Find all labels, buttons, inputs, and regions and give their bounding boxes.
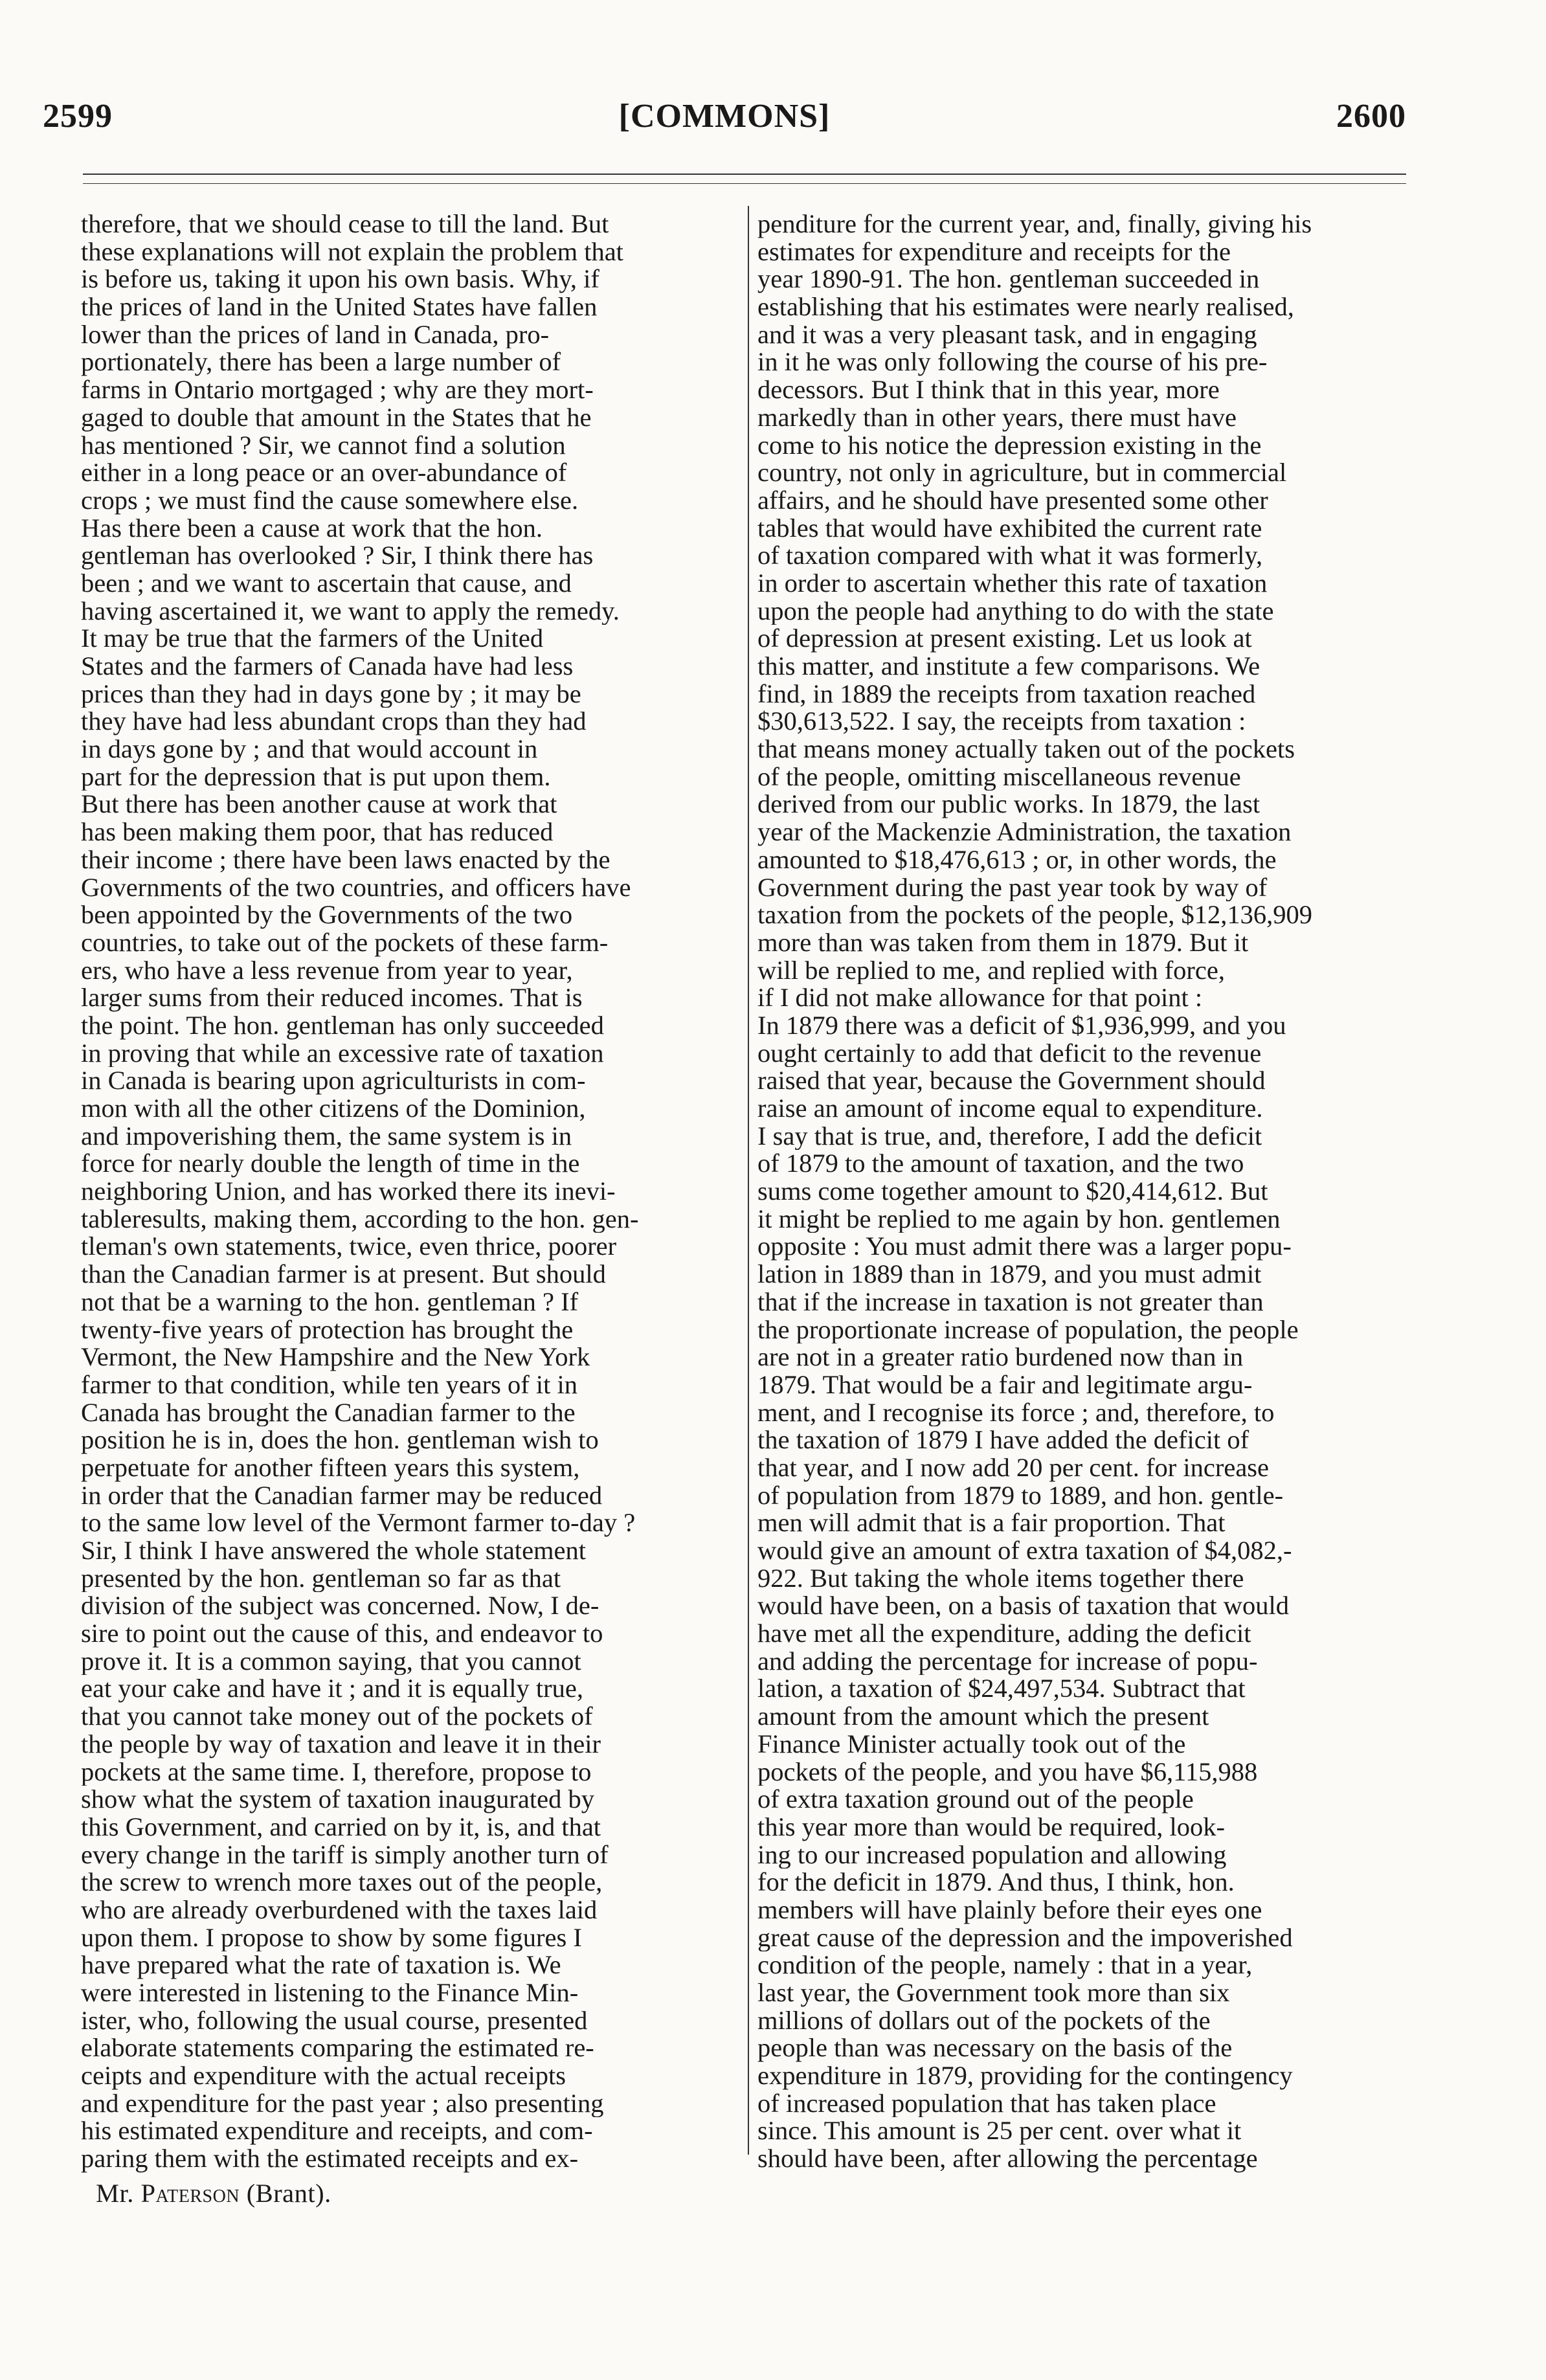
running-header: [43, 97, 1406, 142]
text-line: year of the Mackenzie Administration, the taxation: [757, 818, 1292, 846]
text-line: taxation from the pockets of the people, $12,136,909: [757, 901, 1313, 929]
column-divider: [748, 206, 749, 2155]
text-line: of extra taxation ground out of the people: [757, 1786, 1194, 1813]
left-column: [81, 210, 735, 2173]
text-line: find, in 1889 the receipts from taxation reached: [757, 680, 1256, 708]
text-line: farmer to that condition, while ten years of it in: [81, 1371, 578, 1399]
text-line: country, not only in agriculture, but in commercial: [757, 459, 1287, 487]
text-line: $30,613,522. I say, the receipts from taxation :: [757, 708, 1246, 736]
text-line: and expenditure for the past year ; also presenting: [81, 2089, 604, 2118]
text-line: division of the subject was concerned. Now, I de-: [81, 1592, 599, 1621]
text-line: estimates for expenditure and receipts for the: [757, 238, 1231, 266]
text-line: I say that is true, and, therefore, I add the deficit: [757, 1122, 1262, 1151]
text-line: affairs, and he should have presented some other: [757, 486, 1268, 515]
text-line: gaged to double that amount in the States that he: [81, 403, 592, 432]
text-line: this Government, and carried on by it, is, and that: [81, 1813, 601, 1841]
text-line: raise an amount of income equal to expenditure.: [757, 1095, 1263, 1123]
text-line: markedly than in other years, there must have: [757, 403, 1237, 432]
text-line: condition of the people, namely : that in a year,: [757, 1951, 1253, 1979]
text-line: ceipts and expenditure with the actual receipts: [81, 2062, 566, 2090]
text-line: elaborate statements comparing the estimated re-: [81, 2034, 594, 2063]
text-line: that if the increase in taxation is not greater than: [757, 1288, 1264, 1316]
text-line: people than was necessary on the basis of the: [757, 2034, 1233, 2063]
text-line: Governments of the two countries, and officers have: [81, 873, 631, 902]
text-line: been appointed by the Governments of the two: [81, 901, 573, 929]
text-line: that year, and I now add 20 per cent. for increase: [757, 1454, 1270, 1482]
text-line: is before us, taking it upon his own basis. Why, if: [81, 265, 599, 294]
text-line: tables that would have exhibited the current rate: [757, 514, 1262, 543]
text-line: 922. But taking the whole items together there: [757, 1564, 1244, 1593]
text-line: gentleman has overlooked ? Sir, I think there has: [81, 542, 594, 570]
text-line: ers, who have a less revenue from year to year,: [81, 956, 573, 985]
text-line: they have had less abundant crops than they had: [81, 708, 587, 736]
text-line: of depression at present existing. Let us look at: [757, 625, 1252, 653]
text-line: amounted to $18,476,613 ; or, in other words, the: [757, 846, 1277, 874]
text-line: and it was a very pleasant task, and in engaging: [757, 320, 1257, 349]
text-line: pockets of the people, and you have $6,115,988: [757, 1758, 1258, 1786]
text-line: would give an amount of extra taxation of $4,082,-: [757, 1537, 1292, 1565]
text-line: tableresults, making them, according to the hon. gen-: [81, 1205, 639, 1233]
text-line: It may be true that the farmers of the United: [81, 625, 544, 653]
text-line: if I did not make allowance for that point :: [757, 984, 1203, 1012]
right-column: [757, 210, 1411, 2173]
text-line: paring them with the estimated receipts and ex-: [81, 2145, 579, 2173]
text-line: position he is in, does the hon. gentleman wish to: [81, 1426, 599, 1454]
text-line: lation in 1889 than in 1879, and you must admit: [757, 1261, 1262, 1288]
text-line: the proportionate increase of population, the people: [757, 1316, 1299, 1344]
text-line: twenty-five years of protection has brought the: [81, 1316, 574, 1344]
text-line: decessors. But I think that in this year, more: [757, 376, 1220, 404]
text-line: derived from our public works. In 1879, the last: [757, 791, 1260, 819]
text-line: countries, to take out of the pockets of these farm-: [81, 928, 609, 957]
text-line: establishing that his estimates were nearly realised,: [757, 293, 1294, 321]
text-line: But there has been another cause at work that: [81, 791, 557, 819]
text-line: In 1879 there was a deficit of $1,936,999, and you: [757, 1011, 1286, 1040]
text-line: larger sums from their reduced incomes. That is: [81, 984, 583, 1012]
text-line: having ascertained it, we want to apply the remedy.: [81, 597, 620, 625]
text-line: lower than the prices of land in Canada, pro-: [81, 320, 550, 349]
text-line: of taxation compared with what it was formerly,: [757, 542, 1263, 570]
text-line: millions of dollars out of the pockets of the: [757, 2006, 1211, 2035]
text-line: in Canada is bearing upon agriculturists in com-: [81, 1067, 586, 1095]
speaker-prefix: Mr.: [96, 2179, 134, 2208]
text-line: been ; and we want to ascertain that cause, and: [81, 569, 572, 598]
text-line: therefore, that we should cease to till the land. But: [81, 210, 609, 238]
text-line: show what the system of taxation inaugurated by: [81, 1786, 594, 1813]
text-line: the screw to wrench more taxes out of the people,: [81, 1869, 603, 1896]
header-rule: [83, 174, 1406, 175]
text-line: farms in Ontario mortgaged ; why are they mort-: [81, 376, 594, 404]
text-line: pockets at the same time. I, therefore, propose to: [81, 1758, 592, 1786]
text-line: their income ; there have been laws enacted by the: [81, 846, 611, 874]
text-line: States and the farmers of Canada have had less: [81, 653, 574, 680]
text-line: ing to our increased population and allowing: [757, 1841, 1227, 1869]
text-line: prove it. It is a common saying, that you cannot: [81, 1647, 581, 1676]
text-line: Sir, I think I have answered the whole statement: [81, 1537, 587, 1565]
text-line: force for nearly double the length of time in the: [81, 1150, 580, 1178]
page-number-left: 2599: [43, 98, 113, 135]
text-line: of the people, omitting miscellaneous revenue: [757, 763, 1241, 791]
text-line: more than was taken from them in 1879. But it: [757, 928, 1249, 957]
text-line: in order that the Canadian farmer may be reduced: [81, 1481, 603, 1510]
text-line: amount from the amount which the present: [757, 1703, 1209, 1731]
text-line: tleman's own statements, twice, even thrice, poorer: [81, 1233, 617, 1261]
text-line: eat your cake and have it ; and it is equally true,: [81, 1675, 583, 1703]
text-line: the taxation of 1879 I have added the deficit of: [757, 1426, 1249, 1454]
text-line: portionately, there has been a large number of: [81, 348, 561, 377]
text-line: last year, the Government took more than six: [757, 1979, 1230, 2007]
text-line: either in a long peace or an over-abundance of: [81, 459, 567, 487]
text-line: come to his notice the depression existing in the: [757, 431, 1262, 460]
text-line: of increased population that has taken place: [757, 2089, 1216, 2118]
speaker-suffix: (Brant).: [246, 2179, 331, 2208]
speaker-footer: [96, 2179, 331, 2208]
text-line: of 1879 to the amount of taxation, and the two: [757, 1150, 1244, 1178]
text-line: it might be replied to me again by hon. gentlemen: [757, 1205, 1281, 1233]
text-line: his estimated expenditure and receipts, and com-: [81, 2117, 593, 2146]
text-line: were interested in listening to the Finance Min-: [81, 1979, 579, 2007]
text-line: are not in a greater ratio burdened now than in: [757, 1343, 1244, 1371]
text-line: for the deficit in 1879. And thus, I think, hon.: [757, 1869, 1235, 1896]
text-line: and adding the percentage for increase of popu-: [757, 1647, 1258, 1676]
text-line: in order to ascertain whether this rate of taxation: [757, 569, 1268, 598]
header-rule-thin: [83, 183, 1406, 184]
text-line: has been making them poor, that has reduced: [81, 818, 554, 846]
text-line: these explanations will not explain the problem that: [81, 238, 623, 266]
text-line: great cause of the depression and the impoverished: [757, 1924, 1293, 1952]
text-line: lation, a taxation of $24,497,534. Subtract that: [757, 1675, 1246, 1703]
text-line: every change in the tariff is simply another turn of: [81, 1841, 609, 1869]
text-line: this year more than would be required, look-: [757, 1813, 1226, 1841]
text-line: sire to point out the cause of this, and endeavor to: [81, 1620, 603, 1648]
text-line: mon with all the other citizens of the Dominion,: [81, 1095, 586, 1123]
text-line: Finance Minister actually took out of the: [757, 1730, 1186, 1758]
text-line: Government during the past year took by way of: [757, 873, 1268, 902]
text-line: ought certainly to add that deficit to the revenue: [757, 1039, 1262, 1068]
text-line: of population from 1879 to 1889, and hon. gentle-: [757, 1481, 1284, 1510]
text-line: ister, who, following the usual course, presented: [81, 2006, 588, 2035]
text-line: than the Canadian farmer is at present. But should: [81, 1261, 606, 1288]
text-line: that means money actually taken out of the pockets: [757, 735, 1295, 763]
page-number-right: 2600: [1336, 98, 1406, 135]
text-line: this matter, and institute a few comparisons. We: [757, 653, 1260, 680]
section-title: [COMMONS]: [618, 98, 831, 135]
text-line: who are already overburdened with the taxes laid: [81, 1896, 598, 1924]
text-line: perpetuate for another fifteen years this system,: [81, 1454, 580, 1482]
text-line: the people by way of taxation and leave it in their: [81, 1730, 601, 1758]
text-line: in it he was only following the course of his pre-: [757, 348, 1268, 377]
text-line: and impoverishing them, the same system is in: [81, 1122, 572, 1151]
text-line: has mentioned ? Sir, we cannot find a solution: [81, 431, 566, 460]
text-line: prices than they had in days gone by ; it may be: [81, 680, 581, 708]
text-line: opposite : You must admit there was a larger popu-: [757, 1233, 1292, 1261]
text-line: crops ; we must find the cause somewhere else.: [81, 486, 579, 515]
text-line: in days gone by ; and that would account in: [81, 735, 538, 763]
text-line: will be replied to me, and replied with force,: [757, 956, 1225, 985]
text-line: neighboring Union, and has worked there its inevi-: [81, 1178, 616, 1206]
text-line: since. This amount is 25 per cent. over what it: [757, 2117, 1242, 2146]
text-line: sums come together amount to $20,414,612. But: [757, 1178, 1268, 1206]
text-line: the point. The hon. gentleman has only succeeded: [81, 1011, 604, 1040]
text-line: have met all the expenditure, adding the deficit: [757, 1620, 1251, 1648]
text-line: part for the depression that is put upon them.: [81, 763, 551, 791]
text-line: expenditure in 1879, providing for the contingency: [757, 2062, 1293, 2090]
text-line: should have been, after allowing the percentage: [757, 2145, 1258, 2173]
text-line: presented by the hon. gentleman so far as that: [81, 1564, 561, 1593]
text-line: upon the people had anything to do with the state: [757, 597, 1274, 625]
text-line: Canada has brought the Canadian farmer to the: [81, 1398, 576, 1427]
text-line: 1879. That would be a fair and legitimate argu-: [757, 1371, 1253, 1399]
text-line: that you cannot take money out of the pockets of: [81, 1703, 593, 1731]
text-line: upon them. I propose to show by some figures I: [81, 1924, 582, 1952]
text-line: year 1890-91. The hon. gentleman succeeded in: [757, 265, 1260, 294]
text-line: would have been, on a basis of taxation that would: [757, 1592, 1290, 1621]
speaker-name: Paterson: [140, 2179, 240, 2208]
text-line: members will have plainly before their eyes one: [757, 1896, 1262, 1924]
text-line: not that be a warning to the hon. gentleman ? If: [81, 1288, 579, 1316]
text-line: penditure for the current year, and, finally, giving his: [757, 210, 1312, 238]
text-line: ment, and I recognise its force ; and, therefore, to: [757, 1398, 1275, 1427]
text-line: raised that year, because the Government should: [757, 1067, 1266, 1095]
text-line: Has there been a cause at work that the hon.: [81, 514, 543, 543]
text-line: to the same low level of the Vermont farmer to-day ?: [81, 1509, 636, 1537]
text-line: Vermont, the New Hampshire and the New York: [81, 1343, 590, 1371]
text-line: men will admit that is a fair proportion. That: [757, 1509, 1226, 1537]
text-line: have prepared what the rate of taxation is. We: [81, 1951, 561, 1979]
text-line: the prices of land in the United States have fallen: [81, 293, 598, 321]
text-line: in proving that while an excessive rate of taxation: [81, 1039, 604, 1068]
